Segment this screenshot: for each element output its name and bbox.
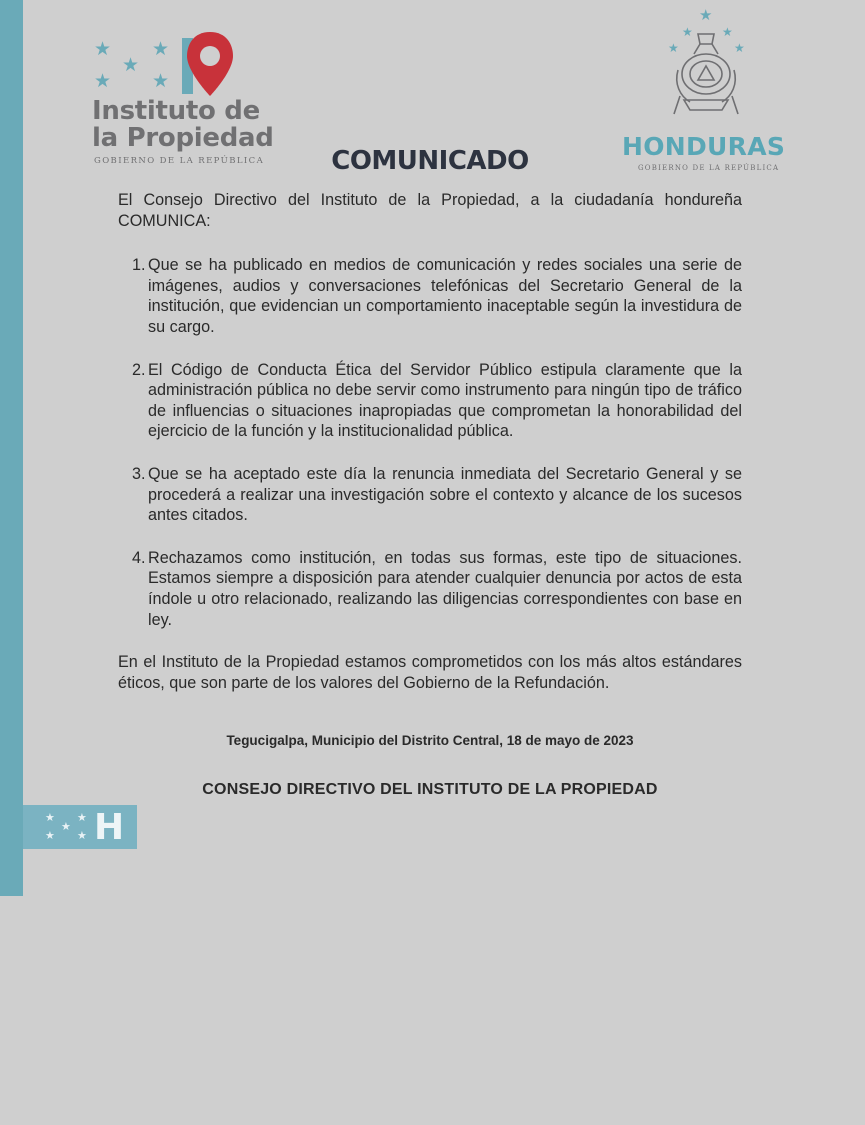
document-title: COMUNICADO	[331, 146, 529, 176]
star-icon: ★	[122, 55, 140, 76]
document-body	[118, 190, 742, 693]
intro-paragraph: El Consejo Directivo del Instituto de la Propiedad, a la ciudadanía hondureña COMUNICA:	[118, 191, 742, 230]
list-item-text: Que se ha publicado en medios de comunicación y redes sociales una serie de imágenes, audios y conversaciones telefónicas del Secretario General de la institución, que evidencian un comportamiento inaceptable según la investidura de su cargo.	[148, 256, 742, 336]
list-item-text: Rechazamos como institución, en todas sus formas, este tipo de situaciones. Estamos siempre a disposición para atender cualquier denuncia por actos de esta índole u otro relacionado, realizando las diligencias correspondientes con base en ley.	[148, 548, 742, 629]
list-item	[118, 548, 742, 630]
institution-name-line2: la Propiedad	[92, 123, 274, 153]
list-item-text: Que se ha aceptado este día la renuncia inmediata del Secretario General y se procederá a realizar una investigación sobre el contexto y alcance de los sucesos antes citados.	[148, 464, 742, 525]
list-item-number: 4.	[132, 548, 146, 567]
list-item-text: El Código de Conducta Ética del Servidor Público estipula claramente que la administración pública no debe servir como instrumento para ningún tipo de tráfico de influencias o situaciones inapropiadas que comprometan la honorabilidad del ejercicio de la función y la institucionalidad pública.	[148, 360, 742, 441]
badge-letter: H	[94, 807, 125, 848]
list-item-number: 2.	[132, 360, 146, 379]
star-icon: ★	[734, 41, 745, 55]
institution-name-line1: Instituto de	[92, 96, 260, 126]
right-logo-subtitle: GOBIERNO DE LA REPÚBLICA	[638, 164, 780, 172]
institution-name	[92, 98, 274, 152]
honduras-h-badge	[23, 805, 137, 849]
star-icon: ★	[77, 830, 87, 842]
closing-paragraph: En el Instituto de la Propiedad estamos comprometidos con los más altos estándares éticos, que son parte de los valores del Gobierno de la Refundación.	[118, 653, 742, 692]
star-icon: ★	[94, 71, 112, 92]
signature-line: CONSEJO DIRECTIVO DEL INSTITUTO DE LA PROPIEDAD	[202, 781, 658, 798]
left-logo-subtitle: GOBIERNO DE LA REPÚBLICA	[94, 156, 265, 166]
star-icon: ★	[682, 25, 693, 39]
star-icon: ★	[61, 821, 71, 833]
coat-of-arms-icon	[670, 30, 742, 120]
star-icon: ★	[152, 39, 170, 60]
list-item	[118, 464, 742, 526]
star-icon: ★	[722, 25, 733, 39]
list-item-number: 3.	[132, 464, 146, 483]
badge-stars	[41, 811, 91, 843]
list-item	[118, 255, 742, 337]
star-icon: ★	[94, 39, 112, 60]
star-icon: ★	[45, 812, 55, 824]
location-pin-icon	[180, 30, 240, 100]
list-item	[118, 360, 742, 442]
star-icon: ★	[45, 830, 55, 842]
statement-list	[118, 255, 742, 630]
country-name: HONDURAS	[622, 132, 786, 161]
star-icon: ★	[77, 812, 87, 824]
list-item-number: 1.	[132, 256, 146, 275]
star-icon: ★	[152, 71, 170, 92]
star-icon: ★	[668, 41, 679, 55]
star-icon: ★	[699, 7, 713, 24]
place-and-date: Tegucigalpa, Municipio del Distrito Central, 18 de mayo de 2023	[226, 733, 634, 748]
side-accent-bar	[0, 0, 23, 896]
